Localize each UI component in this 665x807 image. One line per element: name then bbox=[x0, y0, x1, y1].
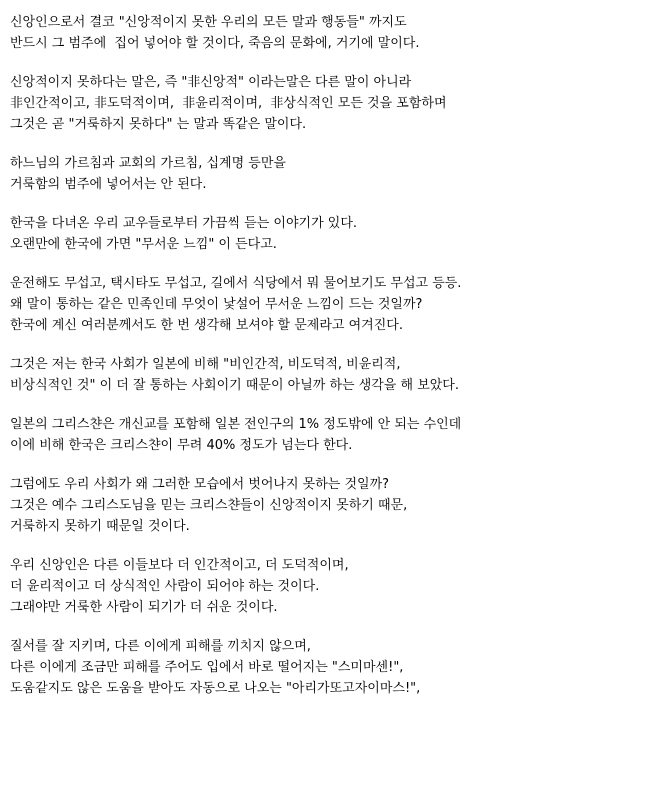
text-line: 운전해도 무섭고, 택시타도 무섭고, 길에서 식당에서 뭐 물어보기도 무섭고 등등. bbox=[10, 276, 462, 291]
text-line: 하느님의 가르침과 교회의 가르침, 십계명 등만을 bbox=[10, 156, 286, 171]
text-line: 한국에 계신 여러분께서도 한 번 생각해 보셔야 할 문제라고 여겨진다. bbox=[10, 318, 403, 333]
text-line: 질서를 잘 지키며, 다른 이에게 피해를 끼치지 않으며, bbox=[10, 639, 311, 654]
text-line: 더 윤리적이고 더 상식적인 사람이 되어야 하는 것이다. bbox=[10, 579, 320, 594]
text-line: 거룩하지 못하기 때문일 것이다. bbox=[10, 519, 190, 534]
text-line: 신앙적이지 못하다는 말은, 즉 "非신앙적" 이라는말은 다른 말이 아니라 bbox=[10, 75, 412, 90]
paragraph bbox=[10, 555, 655, 618]
text-line: 오랜만에 한국에 가면 "무서운 느낌" 이 든다고. bbox=[10, 237, 277, 252]
paragraph bbox=[10, 72, 655, 135]
text-line: 非인간적이고, 非도덕적이며, 非윤리적이며, 非상식적인 모든 것을 포함하며 bbox=[10, 96, 447, 111]
text-line: 한국을 다녀온 우리 교우들로부터 가끔씩 듣는 이야기가 있다. bbox=[10, 216, 358, 231]
paragraph bbox=[10, 414, 655, 456]
paragraph bbox=[10, 636, 655, 699]
paragraph bbox=[10, 12, 655, 54]
text-line: 거룩함의 범주에 넣어서는 안 된다. bbox=[10, 177, 207, 192]
text-line: 우리 신앙인은 다른 이들보다 더 인간적이고, 더 도덕적이며, bbox=[10, 558, 349, 573]
text-line: 비상식적인 것" 이 더 잘 통하는 사회이기 때문이 아닐까 하는 생각을 해 보았다. bbox=[10, 378, 459, 393]
text-line: 그럼에도 우리 사회가 왜 그러한 모습에서 벗어나지 못하는 것일까? bbox=[10, 477, 390, 492]
text-line: 반드시 그 범주에 집어 넣어야 할 것이다, 죽음의 문화에, 거기에 말이다. bbox=[10, 36, 420, 51]
paragraph bbox=[10, 213, 655, 255]
text-line: 그것은 예수 그리스도님을 믿는 크리스챤들이 신앙적이지 못하기 때문, bbox=[10, 498, 408, 513]
text-line: 그래야만 거룩한 사람이 되기가 더 쉬운 것이다. bbox=[10, 600, 278, 615]
text-line: 다른 이에게 조금만 피해를 주어도 입에서 바로 떨어지는 "스미마센!", bbox=[10, 660, 404, 675]
text-line: 도움같지도 않은 도움을 받아도 자동으로 나오는 "아리가또고자이마스!", bbox=[10, 681, 421, 696]
text-line: 이에 비해 한국은 크리스챤이 무려 40% 정도가 넘는다 한다. bbox=[10, 438, 353, 453]
text-line: 그것은 곧 "거룩하지 못하다" 는 말과 똑같은 말이다. bbox=[10, 117, 307, 132]
paragraph bbox=[10, 474, 655, 537]
paragraph bbox=[10, 273, 655, 336]
text-line: 그것은 저는 한국 사회가 일본에 비해 "비인간적, 비도덕적, 비윤리적, bbox=[10, 357, 401, 372]
text-line: 신앙인으로서 결코 "신앙적이지 못한 우리의 모든 말과 행동들" 까지도 bbox=[10, 15, 407, 30]
text-line: 일본의 그리스챤은 개신교를 포함해 일본 전인구의 1% 정도밖에 안 되는 수인데 bbox=[10, 417, 462, 432]
text-line: 왜 말이 통하는 같은 민족인데 무엇이 낯설어 무서운 느낌이 드는 것일까? bbox=[10, 297, 423, 312]
paragraph bbox=[10, 153, 655, 195]
paragraph bbox=[10, 354, 655, 396]
